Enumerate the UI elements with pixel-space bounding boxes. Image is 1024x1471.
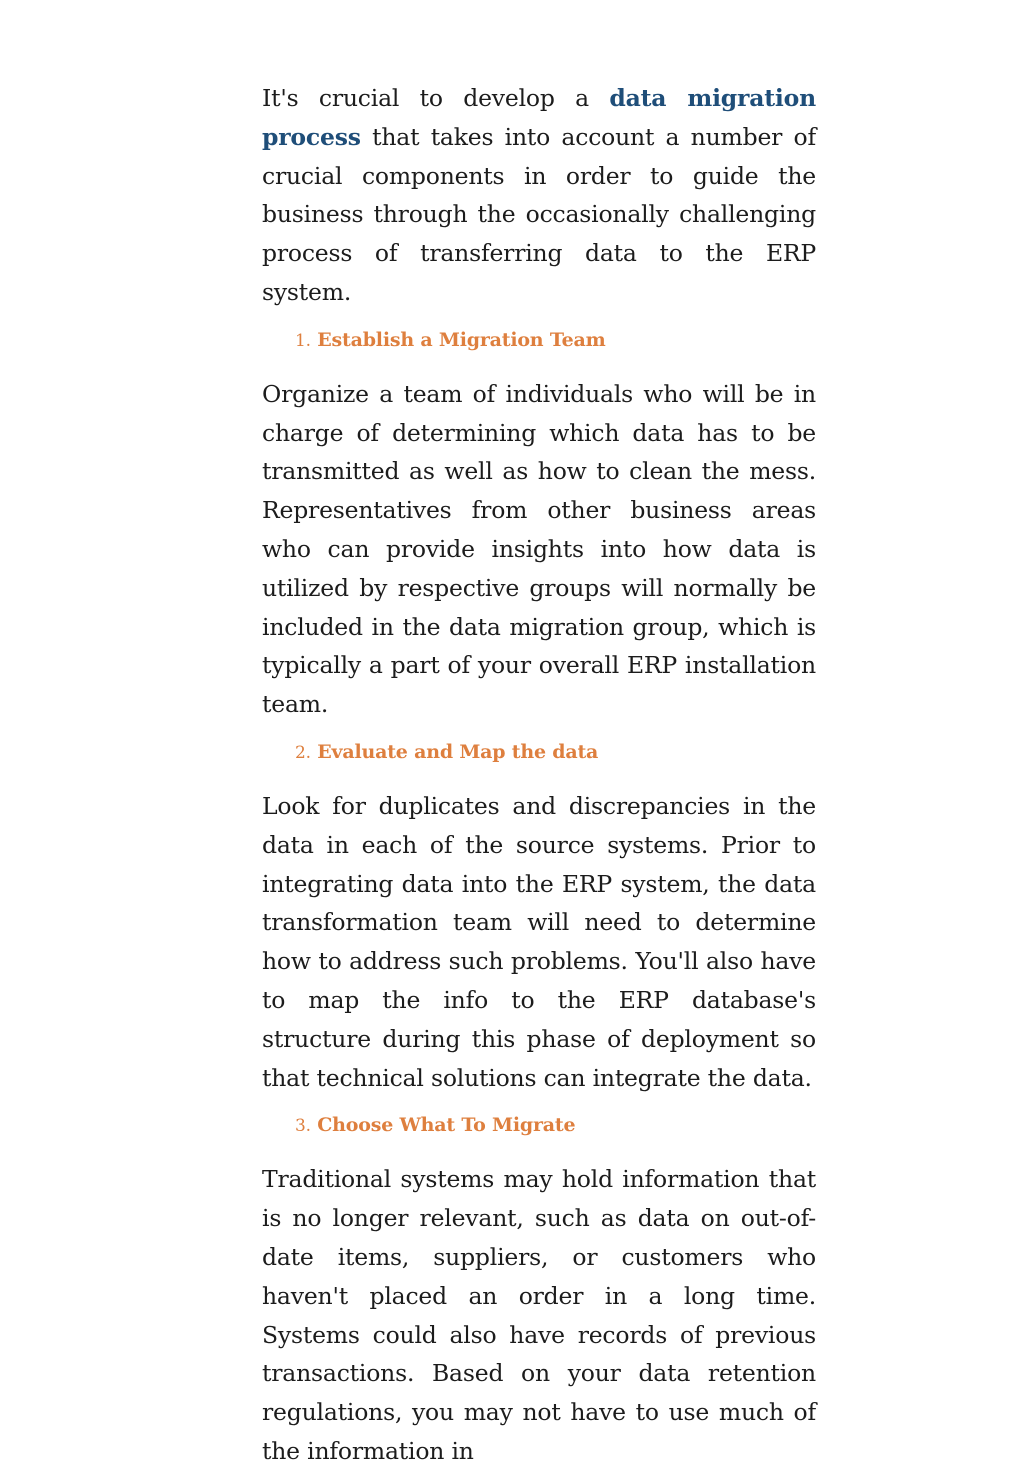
intro-text-after: that takes into account a number of crucial components in order to guide the business through the occasionally challenging process of transferring data to the ERP system. [262, 122, 816, 306]
data-migration-process-link[interactable]: data migration process [262, 84, 816, 151]
section-heading-choose-migrate [262, 1111, 816, 1140]
section-number: 3. [295, 1116, 311, 1137]
article-content [262, 79, 816, 1471]
section-number: 2. [295, 742, 311, 763]
section-title: Choose What To Migrate [317, 1114, 576, 1137]
intro-text-before: It's crucial to develop a [262, 84, 610, 112]
section-title: Establish a Migration Team [317, 328, 606, 351]
section-heading-evaluate-map [262, 738, 816, 767]
section-heading-migration-team [262, 326, 816, 355]
section-number: 1. [295, 330, 311, 351]
section-title: Evaluate and Map the data [317, 740, 599, 763]
section-body-migration-team: Organize a team of individuals who will be in charge of determining which data has to be transmitted as well as how to clean the mess. Representatives from other business areas who can provide insights into how data is utilized by respective groups will normally be included in the data migration group, which is typically a part of your overall ERP installation team. [262, 379, 816, 719]
intro-paragraph [262, 79, 816, 312]
section-body-choose-migrate: Traditional systems may hold information that is no longer relevant, such as data on out-of-date items, suppliers, or customers who haven't placed an order in a long time. Systems could also have records of previous transactions. Based on your data retention regulations, you may not have to use much of the information in [262, 1165, 816, 1465]
section-body-evaluate-map: Look for duplicates and discrepancies in the data in each of the source systems. Prior to integrating data into the ERP system, the data transformation team will need to determine how to address such problems. You'll also have to map the info to the ERP database's structure during this phase of deployment so that technical solutions can integrate the data. [262, 791, 816, 1092]
